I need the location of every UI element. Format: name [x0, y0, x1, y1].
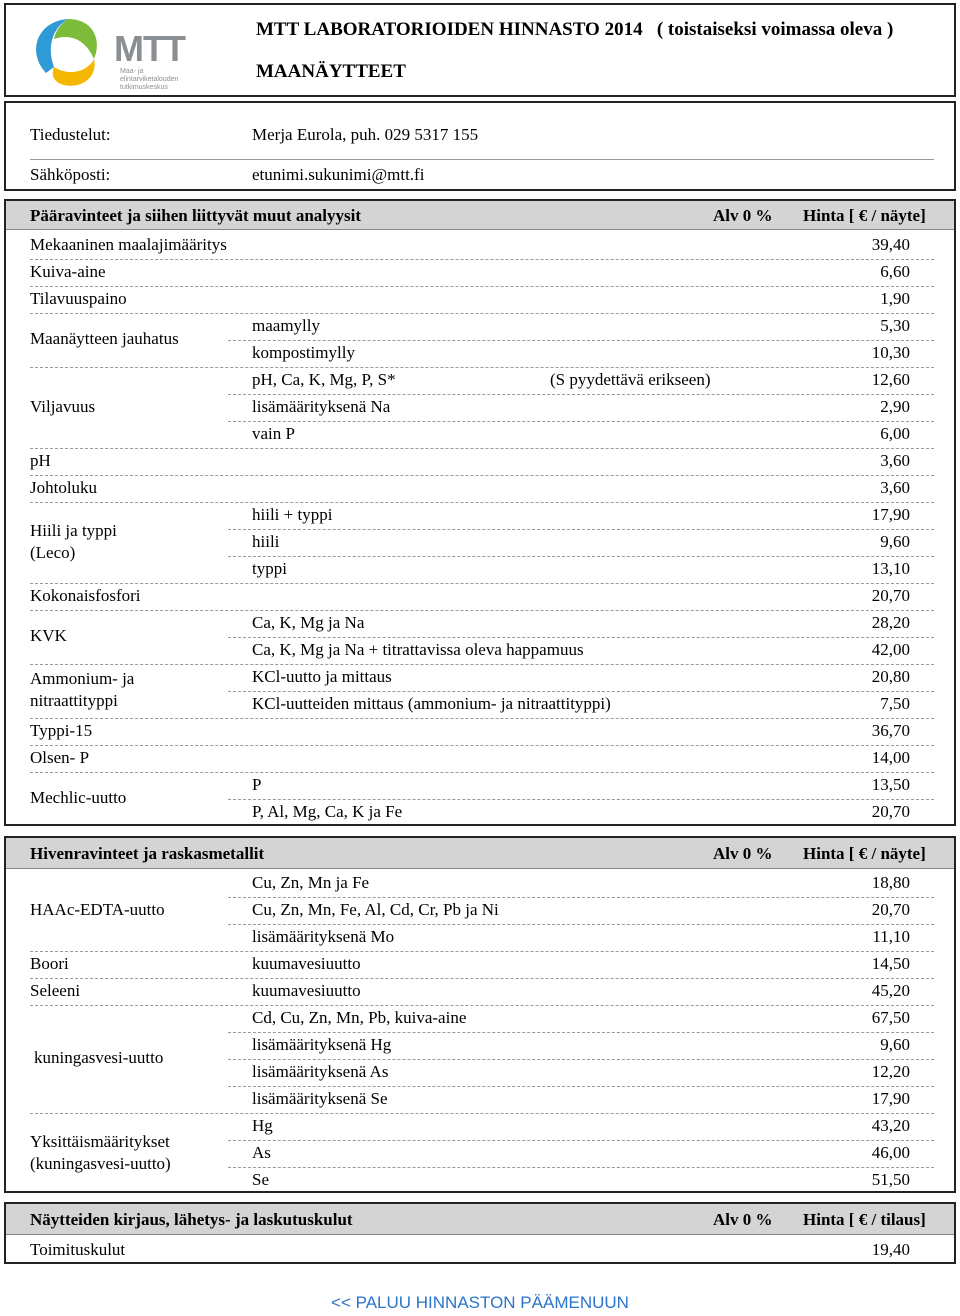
row-divider — [228, 897, 934, 898]
row-name: Kuiva-aine — [30, 262, 106, 281]
row-price: 67,50 — [871, 1008, 910, 1027]
section-title: Hivenravinteet ja raskasmetallit — [30, 844, 265, 863]
row-name: Seleeni — [30, 981, 81, 1000]
row-divider — [228, 1086, 934, 1087]
row-name: pH — [30, 451, 51, 470]
row-price: 18,80 — [871, 873, 910, 892]
row-divider — [228, 394, 934, 395]
row-sub: Cd, Cu, Zn, Mn, Pb, kuiva-aine — [252, 1008, 467, 1027]
row-price: 12,20 — [871, 1062, 910, 1081]
row-divider — [30, 583, 934, 584]
group-label: kuningasvesi-uutto — [34, 1048, 164, 1067]
mtt-logo — [24, 11, 214, 91]
section-title: Näytteiden kirjaus, lähetys- ja laskutuskulut — [30, 1210, 353, 1229]
group-label: Maanäytteen jauhatus — [30, 329, 179, 348]
row-sub: Ca, K, Mg ja Na + titrattavissa oleva happamuus — [252, 640, 584, 659]
fee-name: Toimituskulut — [30, 1240, 126, 1259]
group-label: Hiili ja typpi — [30, 520, 117, 540]
row-divider — [228, 421, 934, 422]
price-header: Hinta [ € / tilaus] — [803, 1210, 926, 1229]
row-price: 17,90 — [871, 505, 910, 524]
row-price: 20,70 — [871, 586, 910, 605]
row-price: 7,50 — [880, 694, 910, 713]
group-label: nitraattityppi — [30, 691, 118, 710]
row-divider — [30, 313, 934, 314]
row-sub: lisämäärityksenä Hg — [252, 1035, 392, 1054]
row-sub: KCl-uutto ja mittaus — [252, 667, 392, 686]
page-title — [256, 20, 893, 40]
row-price: 51,50 — [871, 1170, 910, 1189]
row-divider — [30, 367, 934, 368]
row-name: Olsen- P — [30, 748, 90, 767]
section-header — [6, 201, 954, 230]
row-price: 20,70 — [871, 900, 910, 919]
row-sub: lisämäärityksenä Se — [252, 1089, 388, 1108]
row-price: 20,80 — [871, 667, 910, 686]
row-divider — [30, 286, 934, 287]
page-subtitle: MAANÄYTTEET — [256, 61, 406, 82]
row-sub: hiili — [252, 532, 280, 551]
group-label: Viljavuus — [30, 396, 96, 416]
row-divider — [30, 772, 934, 773]
row-divider — [30, 745, 934, 746]
row-sub: As — [252, 1143, 271, 1162]
row-divider — [30, 502, 934, 503]
row-divider — [228, 1140, 934, 1141]
row-divider — [30, 951, 934, 952]
row-price: 10,30 — [871, 343, 910, 362]
vat-header: Alv 0 % — [713, 844, 773, 863]
fee-price: 19,40 — [871, 1240, 910, 1259]
price-header: Hinta [ € / näyte] — [803, 844, 926, 863]
section-title: Pääravinteet ja siihen liittyvät muut analyysit — [30, 206, 362, 225]
vat-header: Alv 0 % — [713, 1210, 773, 1229]
row-divider — [228, 556, 934, 557]
row-divider — [30, 978, 934, 979]
row-note: (S pyydettävä erikseen) — [550, 370, 711, 389]
row-sub: typpi — [252, 559, 287, 578]
row-sub: Cu, Zn, Mn, Fe, Al, Cd, Cr, Pb ja Ni — [252, 900, 499, 919]
row-divider — [228, 924, 934, 925]
divider — [30, 159, 934, 160]
row-price: 6,60 — [880, 262, 910, 281]
row-name: Kokonaisfosfori — [30, 586, 141, 605]
row-sub: Se — [252, 1170, 269, 1189]
logo-tagline-1: Maa- ja — [120, 68, 144, 75]
row-divider — [30, 259, 934, 260]
row-divider — [30, 1005, 934, 1006]
section-fees — [4, 1202, 956, 1264]
row-sub: hiili + typpi — [252, 505, 333, 524]
row-divider — [228, 1167, 934, 1168]
email-label: Sähköposti: — [30, 165, 111, 184]
row-divider — [30, 664, 934, 665]
group-label: (Leco) — [30, 542, 76, 562]
logo-swoosh-yellow — [53, 59, 95, 86]
group-label: KVK — [30, 626, 67, 645]
row-price: 46,00 — [871, 1143, 910, 1162]
section-main-nutrients — [4, 199, 956, 826]
row-name: Mekaaninen maalajimääritys — [30, 235, 227, 254]
row-name: Typpi-15 — [30, 721, 93, 740]
inquiries-label: Tiedustelut: — [30, 125, 111, 144]
row-price: 42,00 — [871, 640, 910, 659]
row-sub: kompostimylly — [252, 343, 355, 362]
row-sub: KCl-uutteiden mittaus (ammonium- ja nitraattityppi) — [252, 694, 611, 713]
row-sub: vain P — [252, 424, 295, 443]
group-label: HAAc-EDTA-uutto — [30, 899, 165, 919]
row-price: 9,60 — [880, 1035, 910, 1054]
row-price: 43,20 — [871, 1116, 910, 1135]
price-header: Hinta [ € / näyte] — [803, 206, 926, 225]
row-sub: P, Al, Mg, Ca, K ja Fe — [252, 802, 403, 821]
row-divider — [30, 610, 934, 611]
row-price: 14,50 — [871, 954, 910, 973]
row-sub: maamylly — [252, 316, 320, 335]
title-text: MTT LABORATORIOIDEN HINNASTO 2014 — [256, 19, 643, 40]
row-price: 12,60 — [871, 370, 910, 389]
row-sub: lisämäärityksenä Mo — [252, 927, 395, 946]
group-label: (kuningasvesi-uutto) — [30, 1153, 171, 1173]
row-price: 14,00 — [871, 748, 910, 767]
row-price: 13,10 — [871, 559, 910, 578]
row-divider — [228, 637, 934, 638]
row-price: 6,00 — [880, 424, 910, 443]
row-divider — [30, 475, 934, 476]
header-box — [4, 3, 956, 97]
row-name: Johtoluku — [30, 478, 98, 497]
group-label: Ammonium- ja — [30, 669, 135, 688]
logo-tagline-3: tutkimuskeskus — [120, 84, 168, 91]
inquiries-value: Merja Eurola, puh. 029 5317 155 — [252, 125, 479, 144]
row-divider — [228, 340, 934, 341]
section-trace-elements — [4, 836, 956, 1193]
row-sub: kuumavesiuutto — [252, 954, 361, 973]
row-price: 2,90 — [880, 397, 910, 416]
back-to-menu-link[interactable]: << PALUU HINNASTON PÄÄMENUUN — [331, 1293, 629, 1312]
row-price: 1,90 — [880, 289, 910, 308]
logo-text: MTT — [114, 28, 185, 69]
row-price: 45,20 — [871, 981, 910, 1000]
validity-text: ( toistaiseksi voimassa oleva ) — [656, 19, 894, 40]
logo-swoosh-green — [54, 19, 97, 59]
row-price: 11,10 — [872, 927, 910, 946]
row-sub: lisämäärityksenä As — [252, 1062, 389, 1081]
email-value: etunimi.sukunimi@mtt.fi — [252, 165, 425, 184]
row-price: 3,60 — [880, 451, 910, 470]
vat-header: Alv 0 % — [713, 206, 773, 225]
row-divider — [30, 448, 934, 449]
row-sub: Ca, K, Mg ja Na — [252, 613, 365, 632]
row-sub: Hg — [252, 1116, 273, 1135]
group-label: Mechlic-uutto — [30, 788, 127, 807]
section-header — [6, 1204, 954, 1235]
row-sub: Cu, Zn, Mn ja Fe — [252, 873, 370, 892]
logo-tagline-2: elintarviketalouden — [120, 76, 179, 83]
row-divider — [228, 1059, 934, 1060]
contact-box — [4, 101, 956, 191]
row-sub: kuumavesiuutto — [252, 981, 361, 1000]
row-price: 3,60 — [880, 478, 910, 497]
group-label: Yksittäismääritykset — [30, 1131, 170, 1151]
row-price: 17,90 — [871, 1089, 910, 1108]
row-name: Tilavuuspaino — [30, 289, 127, 308]
row-sub: pH, Ca, K, Mg, P, S* — [252, 370, 396, 389]
row-price: 39,40 — [871, 235, 910, 254]
row-price: 5,30 — [880, 316, 910, 335]
row-name: Boori — [30, 954, 69, 973]
row-divider — [228, 691, 934, 692]
section-header — [6, 838, 954, 869]
row-divider — [228, 799, 934, 800]
row-price: 9,60 — [880, 532, 910, 551]
row-sub: P — [252, 775, 262, 794]
row-divider — [228, 1032, 934, 1033]
row-price: 36,70 — [871, 721, 910, 740]
row-price: 20,70 — [871, 802, 910, 821]
row-price: 13,50 — [871, 775, 910, 794]
row-sub: lisämäärityksenä Na — [252, 397, 391, 416]
row-divider — [30, 1113, 934, 1114]
row-divider — [228, 529, 934, 530]
row-price: 28,20 — [871, 613, 910, 632]
row-divider — [30, 718, 934, 719]
